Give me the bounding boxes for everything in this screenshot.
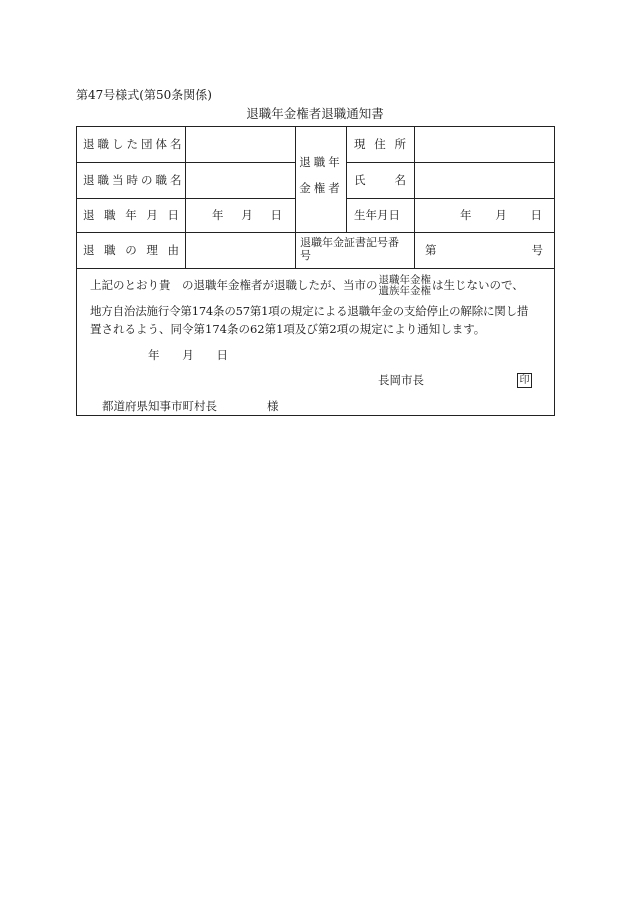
column-divider: [185, 126, 186, 268]
recipient-honorific: 様: [267, 399, 279, 413]
sender-title: 長岡市長: [378, 373, 424, 387]
document-title: 退職年金権者退職通知書: [246, 106, 384, 121]
retire-post-label: 退職当時の職名: [83, 173, 185, 187]
address-label: 現 住 所: [354, 137, 406, 151]
form-number: 第47号様式(第50条関係): [76, 88, 212, 102]
name-label: 氏 名: [354, 173, 406, 187]
notice-date: 年 月 日: [148, 348, 228, 362]
retire-org-label: 退職した団体名: [83, 137, 185, 151]
pensioner-label-line1: 退職年: [299, 155, 343, 169]
notice-line-3: 置されるよう、同令第174条の62第1項及び第2項の規定により通知します。: [90, 322, 486, 336]
row-divider: [76, 268, 555, 269]
birth-date-value: 年 月 日: [460, 208, 542, 222]
pension-right-choice: 退職年金権 遺族年金権: [378, 274, 431, 297]
notice-line-2: 地方自治法施行令第174条の57第1項の規定による退職年金の支給停止の解除に関し措: [90, 304, 529, 318]
column-divider: [414, 126, 415, 268]
cert-number-value: 第 号: [425, 243, 543, 257]
notice-line-1: 上記のとおり貴 の退職年金権者が退職したが、当市の 退職年金権 遺族年金権 は生じないので、: [90, 274, 524, 297]
pensioner-label: [296, 152, 346, 198]
retire-date-value: 年 月 日: [212, 208, 282, 222]
birth-date-label: 生年月日: [354, 208, 400, 222]
cert-number-label: 退職年金証書記号番 号: [300, 236, 399, 262]
column-divider: [346, 126, 347, 232]
pensioner-label-line2: 金権者: [299, 181, 343, 195]
seal-mark: 印: [517, 373, 532, 388]
retire-reason-label: 退 職 の 理 由: [83, 243, 179, 257]
recipient-title: 都道府県知事市町村長: [102, 399, 217, 413]
retire-date-label: 退 職 年 月 日: [83, 208, 179, 222]
